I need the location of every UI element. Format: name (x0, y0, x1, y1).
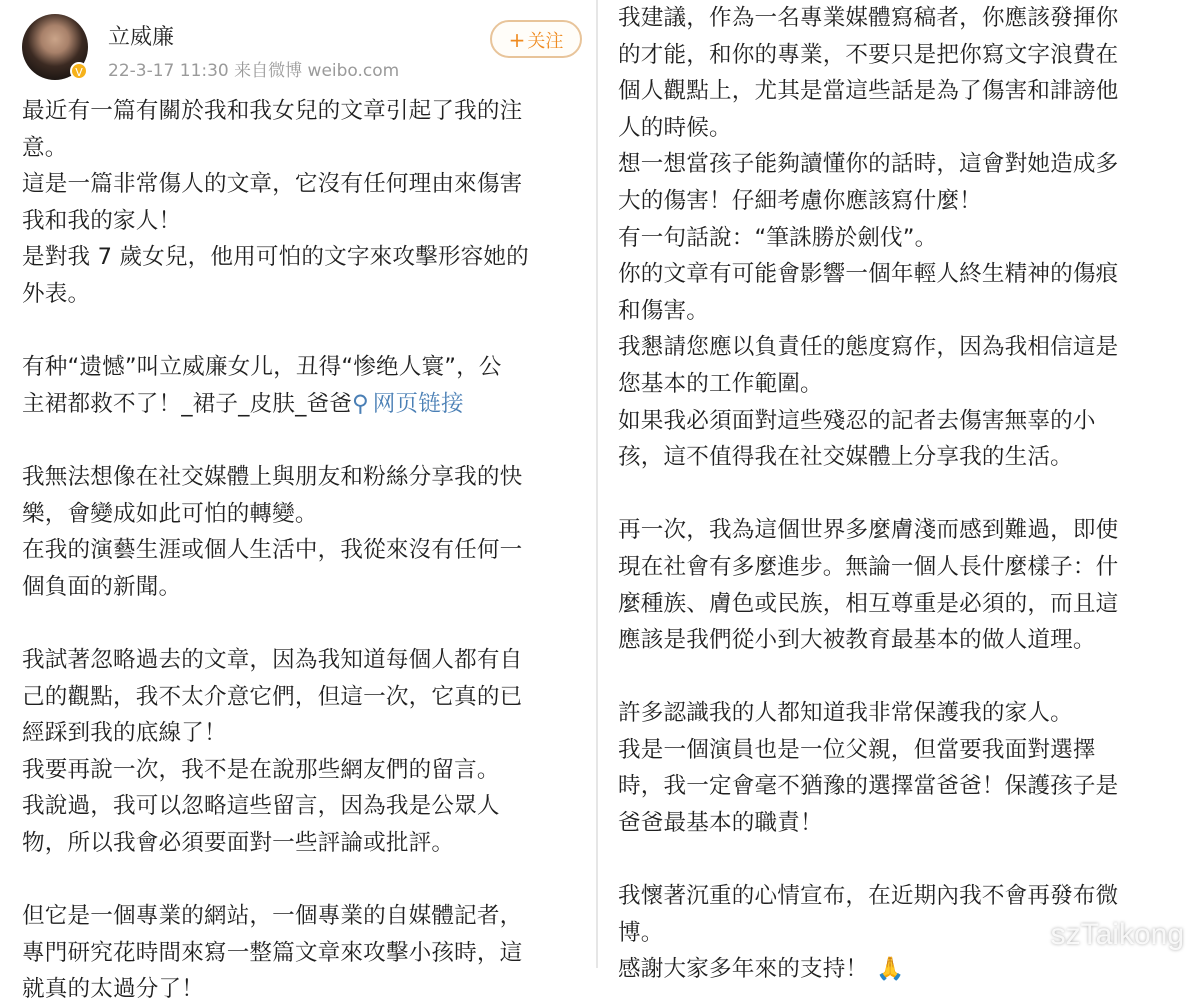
avatar[interactable] (22, 14, 88, 80)
text-line-content: 我無法想像在社交媒體上與朋友和粉絲分享我的快 (22, 463, 523, 490)
text-line-content: 您基本的工作範圍。 (618, 370, 823, 397)
text-line-content: 我懇請您應以負責任的態度寫作，因為我相信這是 (618, 334, 1119, 361)
text-line (22, 679, 578, 716)
paragraph (22, 898, 578, 1008)
paragraph (618, 512, 1184, 658)
text-line (618, 146, 1184, 183)
text-line-content: 時，我一定會毫不猶豫的選擇當爸爸！保護孩子是 (618, 773, 1119, 800)
text-line (618, 403, 1184, 440)
text-line-content: 外表。 (22, 280, 91, 307)
text-line (618, 549, 1184, 586)
paragraph (618, 0, 1184, 476)
text-line (618, 732, 1184, 769)
text-line (618, 256, 1184, 293)
text-line-content: 許多認識我的人都知道我非常保護我的家人。 (618, 700, 1073, 727)
text-line-content: 主裙都救不了！_裙子_皮肤_爸爸 (22, 390, 353, 417)
text-line (618, 768, 1184, 805)
text-line-content: 博。 (618, 919, 664, 946)
paragraph (22, 349, 578, 422)
text-line-content: 我說過，我可以忽略這些留言，因為我是公眾人 (22, 793, 500, 820)
text-line (22, 276, 578, 313)
text-line-content: 麼種族、膚色或民族，相互尊重是必須的，而且這 (618, 590, 1119, 617)
text-line (618, 695, 1184, 732)
text-line (22, 752, 578, 789)
text-line-content: 最近有一篇有關於我和我女兒的文章引起了我的注 (22, 98, 523, 124)
text-line-content: 我是一個演員也是一位父親，但當要我面對選擇 (618, 736, 1096, 763)
web-link-label: 网页链接 (372, 390, 464, 417)
text-line-content: 大的傷害！仔細考慮你應該寫什麼！ (618, 187, 982, 214)
text-line-content: 是對我 7 歲女兒，他用可怕的文字來攻擊形容她的 (22, 244, 529, 271)
text-line (22, 715, 578, 752)
text-line-content: 孩，這不值得我在社交媒體上分享我的生活。 (618, 444, 1073, 471)
text-line (22, 569, 578, 606)
text-line (22, 935, 578, 972)
paragraph (22, 93, 578, 313)
left-panel (0, 0, 596, 1003)
text-line (22, 496, 578, 533)
plus-icon: + (508, 28, 526, 52)
text-line-content: 人的時候。 (618, 114, 732, 141)
text-line (618, 805, 1184, 842)
paragraph (22, 642, 578, 862)
text-line-content: 有一句話說：“筆誅勝於劍伐”。 (618, 224, 938, 251)
text-line (22, 971, 578, 1008)
follow-button[interactable] (490, 20, 582, 58)
paragraph (618, 695, 1184, 841)
text-line (618, 366, 1184, 403)
text-line (618, 110, 1184, 147)
text-line-content: 你的文章有可能會影響一個年輕人終生精神的傷痕 (618, 261, 1119, 288)
text-line (22, 788, 578, 825)
text-line-content: 感謝大家多年來的支持！ (618, 956, 869, 983)
text-line-content: 應該是我們從小到大被教育最基本的做人道理。 (618, 627, 1096, 654)
text-line (22, 93, 578, 130)
text-line (618, 951, 1184, 988)
text-line-content: 就真的太過分了！ (22, 976, 204, 1003)
text-line-content: 和傷害。 (618, 297, 709, 324)
text-line-content: 再一次，我為這個世界多麼膚淺而感到難過，即使 (618, 517, 1119, 544)
text-line-content: 個人觀點上，尤其是當這些話是為了傷害和誹謗他 (618, 78, 1119, 105)
watermark: szTaikong (1050, 918, 1184, 951)
text-line-content: 專門研究花時間來寫一整篇文章來攻擊小孩時，這 (22, 939, 523, 966)
text-line (618, 329, 1184, 366)
text-line (22, 349, 578, 386)
link-icon: ⚲ (352, 390, 369, 417)
text-line (22, 239, 578, 276)
text-line (22, 130, 578, 167)
text-line-content: 想一想當孩子能夠讀懂你的話時，這會對她造成多 (618, 151, 1119, 178)
text-line-content: 己的觀點，我不太介意它們，但這一次，它真的已 (22, 683, 523, 710)
text-line-content: 我和我的家人！ (22, 207, 182, 234)
text-line-content: 如果我必須面對這些殘忍的記者去傷害無辜的小 (618, 407, 1096, 434)
post-body-left (22, 93, 578, 1008)
text-line-content: 有种“遗憾”叫立威廉女儿，丑得“惨绝人寰”，公 (22, 354, 502, 381)
text-line (22, 386, 578, 423)
text-line (618, 0, 1184, 37)
post-body-right (618, 0, 1184, 988)
follow-label: 关注 (527, 31, 564, 52)
text-line-content: 樂，會變成如此可怕的轉變。 (22, 500, 318, 527)
text-line-content: 在我的演藝生涯或個人生活中，我從來沒有任何一 (22, 537, 523, 564)
text-line (618, 220, 1184, 257)
text-line (618, 512, 1184, 549)
text-line (618, 439, 1184, 476)
text-line (22, 166, 578, 203)
username[interactable]: 立威廉 (108, 25, 175, 50)
text-line (618, 183, 1184, 220)
text-line (22, 532, 578, 569)
text-line (618, 37, 1184, 74)
text-line (618, 293, 1184, 330)
text-line (618, 878, 1184, 915)
text-line-content: 我試著忽略過去的文章，因為我知道每個人都有自 (22, 646, 523, 673)
text-line (22, 642, 578, 679)
pray-emoji-icon: 🙏 (876, 956, 905, 983)
text-line-content: 我建議，作為一名專業媒體寫稿者，你應該發揮你 (618, 5, 1119, 31)
text-line-content: 爸爸最基本的職責！ (618, 810, 823, 837)
text-line-content: 個負面的新聞。 (22, 573, 182, 600)
text-line (22, 825, 578, 862)
text-line-content: 但它是一個專業的網站，一個專業的自媒體記者， (22, 903, 523, 930)
post-header (22, 14, 582, 80)
text-line-content: 我懷著沉重的心情宣布，在近期內我不會再發布微 (618, 883, 1119, 910)
text-line (22, 459, 578, 496)
right-panel (598, 0, 1200, 983)
text-line-content: 的才能，和你的專業，不要只是把你寫文字浪費在 (618, 41, 1119, 68)
text-line-content: 我要再說一次，我不是在說那些網友們的留言。 (22, 756, 500, 783)
text-line (618, 586, 1184, 623)
paragraph (22, 459, 578, 605)
text-line (22, 898, 578, 935)
text-line (618, 73, 1184, 110)
text-line (22, 203, 578, 240)
text-line-content: 經踩到我的底線了！ (22, 720, 227, 747)
text-line-content: 物，所以我會必須要面對一些評論或批評。 (22, 829, 455, 856)
web-link[interactable] (352, 391, 464, 417)
text-line-content: 現在社會有多麼進步。無論一個人長什麼樣子：什 (618, 553, 1119, 580)
text-line (618, 622, 1184, 659)
text-line-content: 意。 (22, 134, 68, 161)
post-meta: 22-3-17 11:30 来自微博 weibo.com (108, 61, 400, 81)
verified-badge-icon: V (70, 62, 88, 80)
text-line-content: 這是一篇非常傷人的文章，它沒有任何理由來傷害 (22, 171, 523, 198)
